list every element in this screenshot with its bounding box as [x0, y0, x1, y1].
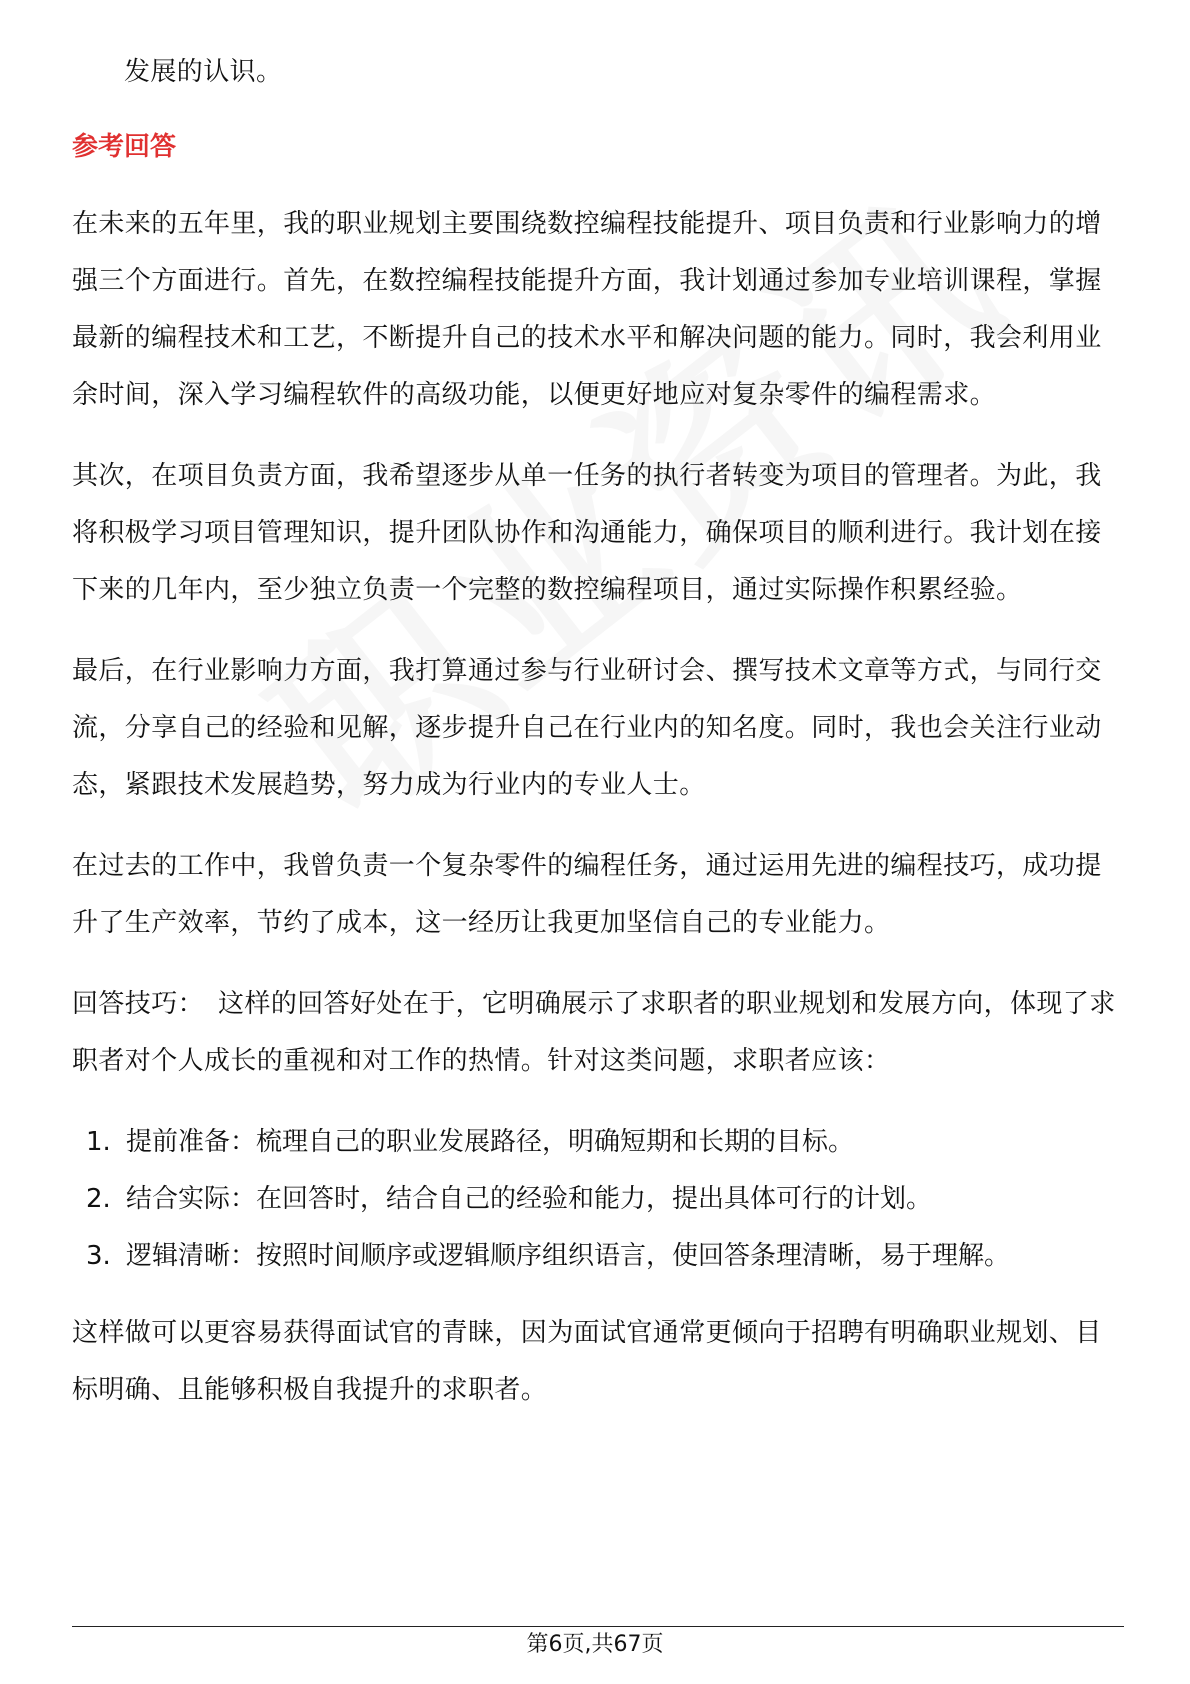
- paragraph-1: 在未来的五年里，我的职业规划主要围绕数控编程技能提升、项目负责和行业影响力的增强三个方面进行。首先，在数控编程技能提升方面，我计划通过参加专业培训课程，掌握最新的编程技术和工艺，不断提升自己的技术水平和解决问题的能力。同时，我会利用业余时间，深入学习编程软件的高级功能，以便更好地应对复杂零件的编程需求。: [72, 209, 1102, 410]
- footer-divider: [72, 1626, 1124, 1627]
- answer-heading: 参考回答: [72, 132, 177, 162]
- page-number: 第6页,共67页: [526, 1632, 664, 1657]
- list-item-term: 结合实际：: [126, 1184, 257, 1214]
- list-item: [72, 1114, 1122, 1171]
- page-content: [72, 44, 1122, 1443]
- tips-list: [72, 1114, 1122, 1285]
- list-item-number: 2.: [86, 1184, 111, 1214]
- list-item-term: 提前准备：: [126, 1127, 257, 1157]
- list-item-term: 逻辑清晰：: [126, 1241, 257, 1271]
- paragraph-2: 其次，在项目负责方面，我希望逐步从单一任务的执行者转变为项目的管理者。为此，我将积极学习项目管理知识，提升团队协作和沟通能力，确保项目的顺利进行。我计划在接下来的几年内，至少独立负责一个完整的数控编程项目，通过实际操作积累经验。: [72, 461, 1102, 605]
- tips-label: 回答技巧：: [72, 989, 205, 1019]
- continuation-text: 发展的认识。: [124, 57, 283, 87]
- closing-paragraph: 这样做可以更容易获得面试官的青睐，因为面试官通常更倾向于招聘有明确职业规划、目标明确、且能够积极自我提升的求职者。: [72, 1318, 1102, 1405]
- list-item-text: 按照时间顺序或逻辑顺序组织语言，使回答条理清晰，易于理解。: [256, 1241, 1011, 1271]
- list-item-text: 梳理自己的职业发展路径，明确短期和长期的目标。: [256, 1127, 855, 1157]
- tips-paragraph: [72, 976, 1122, 1090]
- list-item-number: 3.: [86, 1241, 111, 1271]
- list-item-number: 1.: [86, 1127, 111, 1157]
- list-item: [72, 1228, 1122, 1285]
- list-item-text: 在回答时，结合自己的经验和能力，提出具体可行的计划。: [256, 1184, 933, 1214]
- tips-intro: 这样的回答好处在于，它明确展示了求职者的职业规划和发展方向，体现了求职者对个人成长的重视和对工作的热情。针对这类问题，求职者应该：: [72, 989, 1116, 1076]
- list-item: [72, 1171, 1122, 1228]
- paragraph-3: 最后，在行业影响力方面，我打算通过参与行业研讨会、撰写技术文章等方式，与同行交流，分享自己的经验和见解，逐步提升自己在行业内的知名度。同时，我也会关注行业动态，紧跟技术发展趋势，努力成为行业内的专业人士。: [72, 656, 1102, 800]
- paragraph-4: 在过去的工作中，我曾负责一个复杂零件的编程任务，通过运用先进的编程技巧，成功提升了生产效率，节约了成本，这一经历让我更加坚信自己的专业能力。: [72, 851, 1102, 938]
